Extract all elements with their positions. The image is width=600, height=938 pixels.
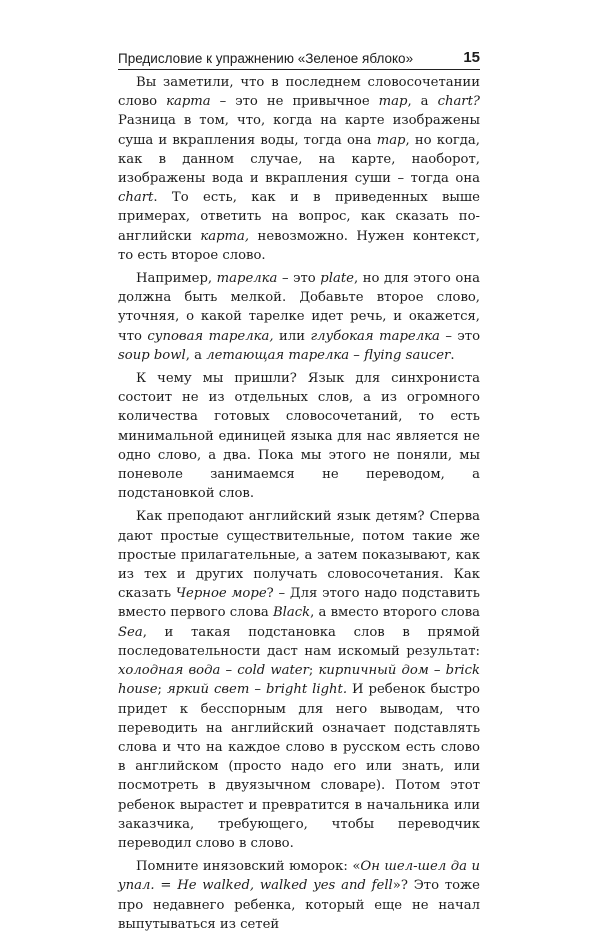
- text-run: – это: [439, 328, 481, 344]
- italic-term: яркий свет – bright light.: [166, 682, 348, 698]
- body-text: [118, 73, 480, 938]
- text-run: Разница в том, что, когда на карте изображены суша и вкрапления воды, тогда она: [118, 113, 480, 148]
- italic-term: глубокая тарелка: [310, 328, 440, 344]
- text-run: .: [450, 347, 455, 363]
- italic-term: холодная вода – cold water: [118, 663, 309, 679]
- text-run: – это не привычное: [210, 94, 379, 110]
- italic-term: Черное море: [175, 586, 267, 602]
- italic-term: Sea: [118, 624, 143, 640]
- italic-term: map: [376, 132, 406, 148]
- text-run: , а: [185, 347, 207, 363]
- paragraph: [118, 507, 480, 853]
- italic-term: кирпичный дом – brick house: [118, 663, 480, 698]
- text-run: К чему мы пришли? Язык для синхрониста состоит не из отдельных слов, а из огромного количества готовых словосочетаний, то есть минимальной единицей языка для нас является не одно слово, а два. Пока мы этого не поняли, мы поневоле занимаемся не переводом, а подстановкой слов.: [118, 371, 480, 502]
- text-run: ;: [308, 663, 319, 679]
- text-run: Например,: [136, 271, 217, 287]
- text-run: или: [273, 328, 311, 344]
- text-run: , и такая подстановка слов в прямой последовательности даст нам искомый результат:: [118, 624, 480, 659]
- text-run: Как преподают английский язык детям? Сперва дают простые существительные, потом такие же простые прилагательные, а затем показывают, как из тех и других получать словосочетания. Как сказать: [118, 509, 480, 602]
- text-run: , а вместо второго слова: [310, 605, 480, 621]
- text-run: И ребенок быстро придет к бесспорным для него выводам, что переводить на английский означает подставлять слова и что на каждое слово в русском есть слово в английском (просто надо его или знать, или посмотреть в двуязычном словаре). Потом этот ребенок вырастет и превратится в начальника или заказчика, требующего, чтобы переводчик переводил слово в слово.: [118, 682, 480, 851]
- italic-term: soup bowl: [118, 347, 186, 363]
- text-run: Помните инязовский юморок: «: [136, 859, 361, 875]
- paragraph: [118, 73, 480, 265]
- chapter-title: Предисловие к упражнению «Зеленое яблоко»: [118, 51, 414, 66]
- italic-term: map: [378, 94, 408, 110]
- italic-term: plate: [320, 271, 354, 287]
- text-run: , а: [407, 94, 438, 110]
- text-run: , но для этого она должна быть мелкой. Добавьте второе слово, уточняя, о какой тарелке идет речь, и окажется, что: [118, 271, 480, 344]
- italic-term: карта: [166, 94, 211, 110]
- running-header: [118, 40, 480, 70]
- italic-term: тарелка: [216, 271, 278, 287]
- paragraph: [118, 269, 480, 365]
- italic-term: карта,: [200, 228, 250, 244]
- text-run: »? Это тоже про недавнего ребенка, который еще не начал выпутываться из сетей: [118, 878, 480, 932]
- text-run: невозможно. Нужен контекст, то есть второе слово.: [118, 228, 480, 263]
- text-run: ? – Для этого надо подставить вместо первого слова: [118, 586, 480, 621]
- italic-term: суповая тарелка,: [147, 328, 274, 344]
- italic-term: chart: [118, 190, 154, 206]
- text-run: –: [349, 347, 365, 363]
- page-number: 15: [463, 49, 480, 66]
- text-run: Вы заметили, что в последнем словосочетании слово: [118, 75, 480, 110]
- text-run: – это: [277, 271, 321, 287]
- italic-term: flying saucer: [364, 347, 451, 363]
- italic-term: летающая тарелка: [206, 347, 350, 363]
- italic-term: Black: [272, 605, 311, 621]
- text-run: . То есть, как и в приведенных выше примерах, ответить на вопрос, как сказать по-английски: [118, 190, 480, 244]
- text-run: , но когда, как в данном случае, на карте, наоборот, изображены вода и вкрапления суши – тогда она: [118, 132, 480, 187]
- italic-term: Он шел-шел да и упал. = He walked, walked yes and fell: [118, 859, 480, 894]
- italic-term: chart?: [437, 94, 480, 110]
- text-run: ;: [157, 682, 167, 698]
- paragraph: [118, 369, 480, 503]
- paragraph: [118, 857, 480, 934]
